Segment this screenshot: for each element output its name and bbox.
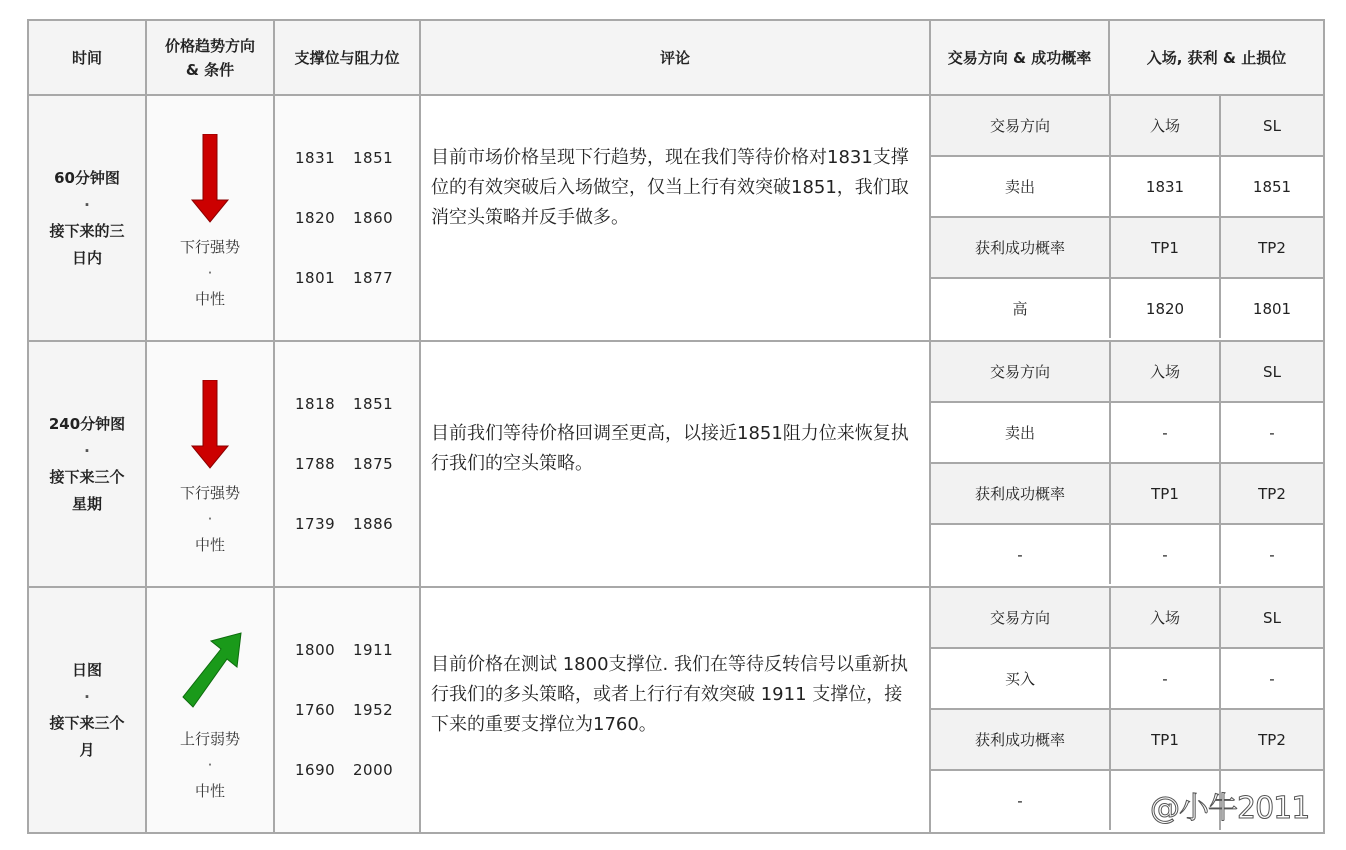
resistance-level: 1851 (353, 395, 394, 413)
level-pair (275, 248, 419, 308)
trend-strength: 下行强势 (179, 484, 240, 502)
comment-text: 目前价格在测试 1800支撑位. 我们在等待反转信号以重新执行我们的多头策略，或者上行行有效突破 1911 支撑位，接下来的重要支撑位为1760。 (431, 654, 908, 735)
trade-direction-label: 交易方向 (931, 588, 1110, 648)
resistance-level: 1952 (353, 701, 394, 719)
comment-text: 目前市场价格呈现下行趋势，现在我们等待价格对1831支撑位的有效突破后入场做空，仅当上行有效突破1851，我们取消空头策略并反手做多。 (431, 147, 909, 228)
timeframe-period: 接下来三个 (49, 713, 125, 732)
timeframe-cell (28, 95, 146, 341)
sl-value: - (1220, 402, 1323, 463)
tp2-label: TP2 (1220, 463, 1323, 524)
header-trend-line1: 价格趋势方向 (164, 36, 255, 55)
trade-direction-value: 卖出 (931, 156, 1110, 217)
tp1-value: 1820 (1110, 278, 1220, 338)
support-level: 1831 (295, 149, 336, 167)
support-level: 1818 (295, 395, 336, 413)
trade-subtable (931, 342, 1323, 584)
entry-label: 入场 (1110, 96, 1220, 156)
comment-cell (420, 587, 930, 833)
trend-strength: 上行弱势 (179, 730, 240, 748)
down-arrow-icon (190, 370, 230, 480)
levels-cell (274, 95, 420, 341)
timeframe-period-cont: 星期 (71, 494, 102, 513)
tp1-label: TP1 (1110, 217, 1220, 278)
timeframe-label: 240分钟图 (48, 414, 126, 433)
support-level: 1820 (295, 209, 336, 227)
resistance-level: 2000 (353, 761, 394, 779)
table-row (28, 587, 1324, 833)
timeframe-period: 接下来三个 (49, 467, 125, 486)
entry-value: - (1110, 402, 1220, 463)
entry-label: 入场 (1110, 342, 1220, 402)
header-row (28, 20, 1324, 95)
watermark: @小牛2011 (1150, 791, 1310, 826)
tp1-value: - (1110, 524, 1220, 584)
trend-condition: 中性 (194, 290, 225, 308)
separator-dot: · (207, 264, 213, 282)
table-row (28, 95, 1324, 341)
separator-dot: · (207, 510, 213, 528)
level-pair (275, 128, 419, 188)
level-pair (275, 680, 419, 740)
support-level: 1739 (295, 515, 336, 533)
probability-label: 获利成功概率 (931, 463, 1110, 524)
trade-cell (930, 95, 1324, 341)
entry-label: 入场 (1110, 588, 1220, 648)
tp2-value: - (1220, 524, 1323, 584)
resistance-level: 1875 (353, 455, 394, 473)
header-entry: 入场, 获利 & 止损位 (1109, 20, 1324, 95)
trade-direction-label: 交易方向 (931, 96, 1110, 156)
trade-direction-value: 卖出 (931, 402, 1110, 463)
header-trade: 交易方向 & 成功概率 (930, 20, 1109, 95)
resistance-level: 1851 (353, 149, 394, 167)
timeframe-period-cont: 日内 (71, 248, 102, 267)
comment-cell (420, 341, 930, 587)
probability-value: 高 (931, 278, 1110, 338)
support-level: 1800 (295, 641, 336, 659)
level-pair (275, 494, 419, 554)
resistance-level: 1911 (353, 641, 394, 659)
trade-cell (930, 341, 1324, 587)
probability-value: - (931, 770, 1110, 830)
down-arrow-icon (190, 124, 230, 234)
analysis-table (27, 19, 1325, 834)
resistance-level: 1877 (353, 269, 394, 287)
timeframe-period-cont: 月 (79, 740, 95, 759)
header-time: 时间 (28, 20, 146, 95)
levels-cell (274, 587, 420, 833)
table-row (28, 341, 1324, 587)
trade-direction-value: 买入 (931, 648, 1110, 709)
level-pair (275, 740, 419, 800)
trend-cell (146, 95, 274, 341)
separator-dot: · (207, 756, 213, 774)
tp1-label: TP1 (1110, 709, 1220, 770)
probability-label: 获利成功概率 (931, 217, 1110, 278)
sl-value: - (1220, 648, 1323, 709)
up-right-arrow-icon (175, 616, 245, 726)
entry-value: 1831 (1110, 156, 1220, 217)
timeframe-cell (28, 341, 146, 587)
timeframe-cell (28, 587, 146, 833)
level-pair (275, 374, 419, 434)
header-trend (146, 20, 274, 95)
support-level: 1690 (295, 761, 336, 779)
resistance-level: 1860 (353, 209, 394, 227)
comment-cell (420, 95, 930, 341)
tp2-value: 1801 (1220, 278, 1323, 338)
header-comment: 评论 (420, 20, 930, 95)
trade-subtable (931, 96, 1323, 338)
trade-direction-label: 交易方向 (931, 342, 1110, 402)
level-pair (275, 434, 419, 494)
levels-cell (274, 341, 420, 587)
trend-condition: 中性 (194, 536, 225, 554)
level-pair (275, 620, 419, 680)
separator-dot: · (84, 195, 90, 214)
sl-value: 1851 (1220, 156, 1323, 217)
header-levels: 支撑位与阻力位 (274, 20, 420, 95)
probability-label: 获利成功概率 (931, 709, 1110, 770)
timeframe-label: 60分钟图 (54, 168, 120, 187)
support-level: 1801 (295, 269, 336, 287)
timeframe-period: 接下来的三 (49, 221, 125, 240)
resistance-level: 1886 (353, 515, 394, 533)
trend-condition: 中性 (194, 782, 225, 800)
separator-dot: · (84, 687, 90, 706)
sl-label: SL (1220, 96, 1323, 156)
level-pair (275, 188, 419, 248)
sl-label: SL (1220, 588, 1323, 648)
separator-dot: · (84, 441, 90, 460)
timeframe-label: 日图 (71, 660, 102, 679)
tp2-label: TP2 (1220, 709, 1323, 770)
trend-cell (146, 341, 274, 587)
probability-value: - (931, 524, 1110, 584)
trend-cell (146, 587, 274, 833)
tp2-label: TP2 (1220, 217, 1323, 278)
comment-text: 目前我们等待价格回调至更高，以接近1851阻力位来恢复执行我们的空头策略。 (431, 423, 909, 474)
sl-label: SL (1220, 342, 1323, 402)
entry-value: - (1110, 648, 1220, 709)
support-level: 1788 (295, 455, 336, 473)
tp1-label: TP1 (1110, 463, 1220, 524)
support-level: 1760 (295, 701, 336, 719)
trend-strength: 下行强势 (179, 238, 240, 256)
header-trend-line2: & 条件 (185, 60, 235, 79)
